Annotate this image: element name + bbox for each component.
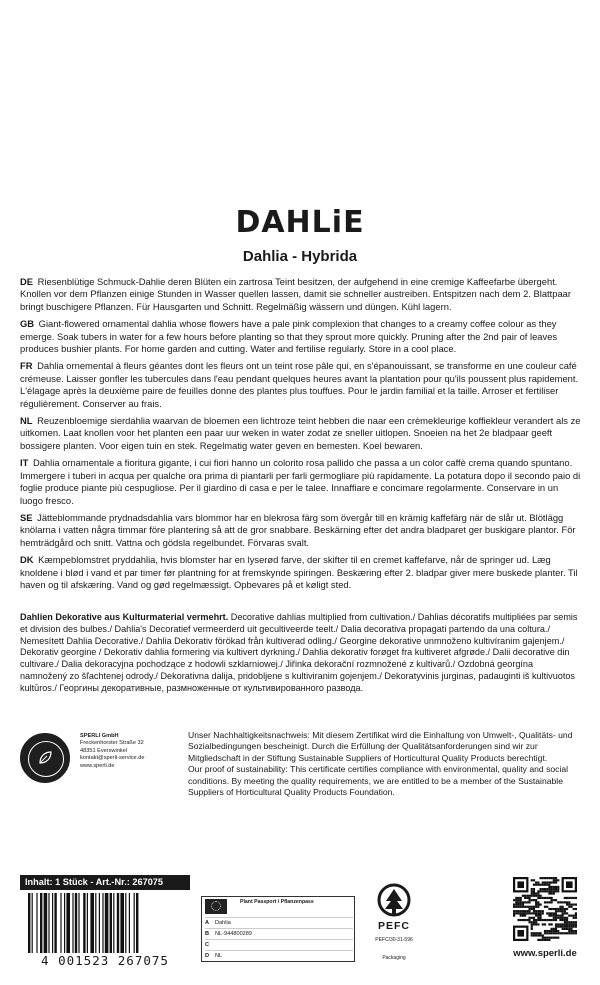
company-email[interactable]: kontakt@sperli-service.de [80,755,145,762]
description-it [20,457,582,507]
description-text: Dahlia ornamentale a fioritura gigante, i cui fiori hanno un colorito rosa pallido che passa a un color caffè crema quando spuntano. Immergere i tuberi in acqua per qualche ora prima di piantarli per farli germogliare più rapidamente. La potatura dopo il secondo paio di foglie produce piante più cespugliose. Per il giardino di casa e per le talee. Innaffiare e concimare regolarmente. Conservare in un luogo fresco. [20,457,581,506]
language-code: GB [20,318,35,330]
language-code: IT [20,457,29,469]
language-code: FR [20,360,33,372]
description-text: Giant-flowered ornamental dahlia whose flowers have a pale pink complexion that changes to a creamy coffee colour as they emerge. Soak tubers in water for a few hours before planting so that they sprout more quickly. Pruning after the 2nd pair of leaves produces bushier plants. For home garden and cutting. Water and fertilise regularly. Store in a cool place. [20,318,558,355]
description-de [20,276,582,313]
contents-article-number: Inhalt: 1 Stück - Art.-Nr.: 267075 [20,875,190,890]
qr-code-icon[interactable] [513,877,577,941]
sustainable-suppliers-seal-icon [20,733,70,783]
passport-row: B NL-944800289 [205,928,353,939]
description-text: Jätteblommande prydnadsdahlia vars blommor har en blekrosa färg som övergår till en krämig kaffefärg när de slår ut. Blötlägg knölarna i vatten några timmar före plantering så att de gror snabbare. Beskärning efter det andra bladparet ger buskigare plantor. För hemträdgård och snitt. Vattna och gödsla regelbundet. Förvaras svalt. [20,511,576,548]
product-subtitle: Dahlia - Hybrida [242,248,358,265]
description-text: Kæmpeblomstret pryddahlia, hvis blomster har en lyserød farve, der skifter til en cremet kaffefarve, når de springer ud. Læg knoldene i blød i vand et par timer før plantning for at fremskynde spiringen. Beskæring efter 2. bladpar giver mere buskede planter. Til haven og til afskæring. Vand og gød regelmæssigt. Opbevares på et køligt sted. [20,554,578,590]
eu-flag-icon [205,899,227,914]
language-code: DE [20,276,34,287]
passport-row: D NL [205,950,353,961]
description-text: Reuzenbloemige sierdahlia waarvan de bloemen een lichtroze teint hebben die naar een crèmekleurige koffiekleur verandert als ze uitkomen. Laat knollen voor het planten een paar uur weken in water zodat ze sneller uitlopen. Snoeien na het 2e bladpaar geeft bossigere planten. Voor eigen tuin en stek. Regelmatig water geven en bemesten. Koel bewaren. [20,415,581,451]
ean-barcode [20,893,190,969]
barcode-bars [20,893,190,955]
company-address [80,733,180,770]
description-se [20,512,582,549]
language-code: DK [20,554,34,566]
proof-de: Unser Nachhaltigkeitsnachweis: Mit diesem Zertifikat wird die Einhaltung von Umwelt-, Qualitäts- und Sozialbedingungen bescheinigt. Durch die Erfüllung der Qualitätsanforderungen sind wir zur Mitgliedschaft in der Stiftung Sustainable Suppliers of Horticultural Quality Products berechtigt. [188,730,573,763]
company-street: Freckenhorster Straße 32 [80,740,144,747]
language-code: NL [20,415,33,427]
description-gb [20,318,582,355]
multiplication-text: Decorative dahlias multiplied from cultivation./ Dahlias décoratifs multipliées par semis et division des bulbes./ Dahlia's Decoratief vermeerderd uit gecultiveerde teelt./ Dalia decorativa propagati partendo da una coltura./ Nemesített Dahlia Decorative./ Dahlia Dekorativ förökad från kultiverad odling./ Georgine dekorative unmnoženo kultivíranim gajenjem./ Dekorativ georgine / Dekorativ dahlia formering via kultivert dyrkning./ Dahlia dekorativ forøget fra kultiveret afgrøde./ Dalii decorative din cultivare./ Dalia dekoracyjna pochodzące z hodowli szklarniowej./ Jiřinka dekorační rozmnožené z kultivarů./ Ozdobná georgína namnožený zo šľachtenej odrody./ Dekorativna dalija, pridobljene s kultiviranim gojenjem./ Dekoratyvinis jurginas, padauginti iš kultivuotos kultūros./ Георгины декоративные, размноженные от культивированного развода. [20,612,578,693]
pefc-packaging: Packaging [382,955,406,961]
footer-url[interactable]: www.sperli.de [513,948,577,959]
multiplication-lead: Dahlien Dekorative aus Kulturmaterial vermehrt. [20,612,229,622]
sustainability-proof [188,730,582,798]
language-code: SE [20,511,33,523]
pefc-code: PEFC/30-31-596 [375,937,413,943]
description-fr [20,360,582,410]
multiplication-note [20,612,582,695]
company-city: 48351 Everswinkel [80,747,127,754]
passport-row: A Dahlia [205,917,353,928]
pefc-label: PEFC [377,920,410,932]
company-web[interactable]: www.sperli.de [80,762,115,769]
description-text: Riesenblütige Schmuck-Dahlie deren Blüten ein zartrosa Teint besitzen, der aufgehend in eine cremige Kaffeefarbe übergeht. Knollen vor dem Pflanzen einige Stunden in Wasser quellen lassen, damit sie schneller austreiben. Entspitzen nach dem 2. Blattpaar bringt buschigere Pflanzen. Für Hausgarten und Schnitt. Regelmäßig wässern und düngen. Kühl lagern. [20,276,572,312]
pefc-tree-icon [372,883,416,917]
barcode-number: 4 001523 267075 [20,953,190,969]
description-nl [20,415,582,452]
description-text: Dahlia ornemental à fleurs géantes dont les fleurs ont un teint rose pâle qui, en s'épanouissant, se transforme en une couleur café crémeuse. Laisser gonfler les tubercules dans l'eau pendant quelques heures avant la plantation pour qu'ils poussent plus rapidement. L'élagage après la deuxième paire de feuilles donne des plantes plus touffues. Pour le jardin familial et la taille. Arroser et fertiliser régulièrement. Conserver au frais. [20,360,579,409]
plant-passport [201,896,355,962]
proof-en: Our proof of sustainability: This certificate certifies compliance with environmental, quality and social conditions. By meeting the quality requirements, we are entitled to be a member of the Sustainable Suppliers of Horticultural Quality Products Foundation. [188,764,569,798]
plant-passport-title: Plant Passport / Pflanzenpass [240,899,314,905]
leaf-icon [37,750,53,766]
product-title: DAHLiE [235,205,365,240]
passport-row: C [205,939,353,950]
company-name: SPERLI GmbH [80,733,119,739]
description-dk [20,554,582,591]
description-list [20,276,582,596]
